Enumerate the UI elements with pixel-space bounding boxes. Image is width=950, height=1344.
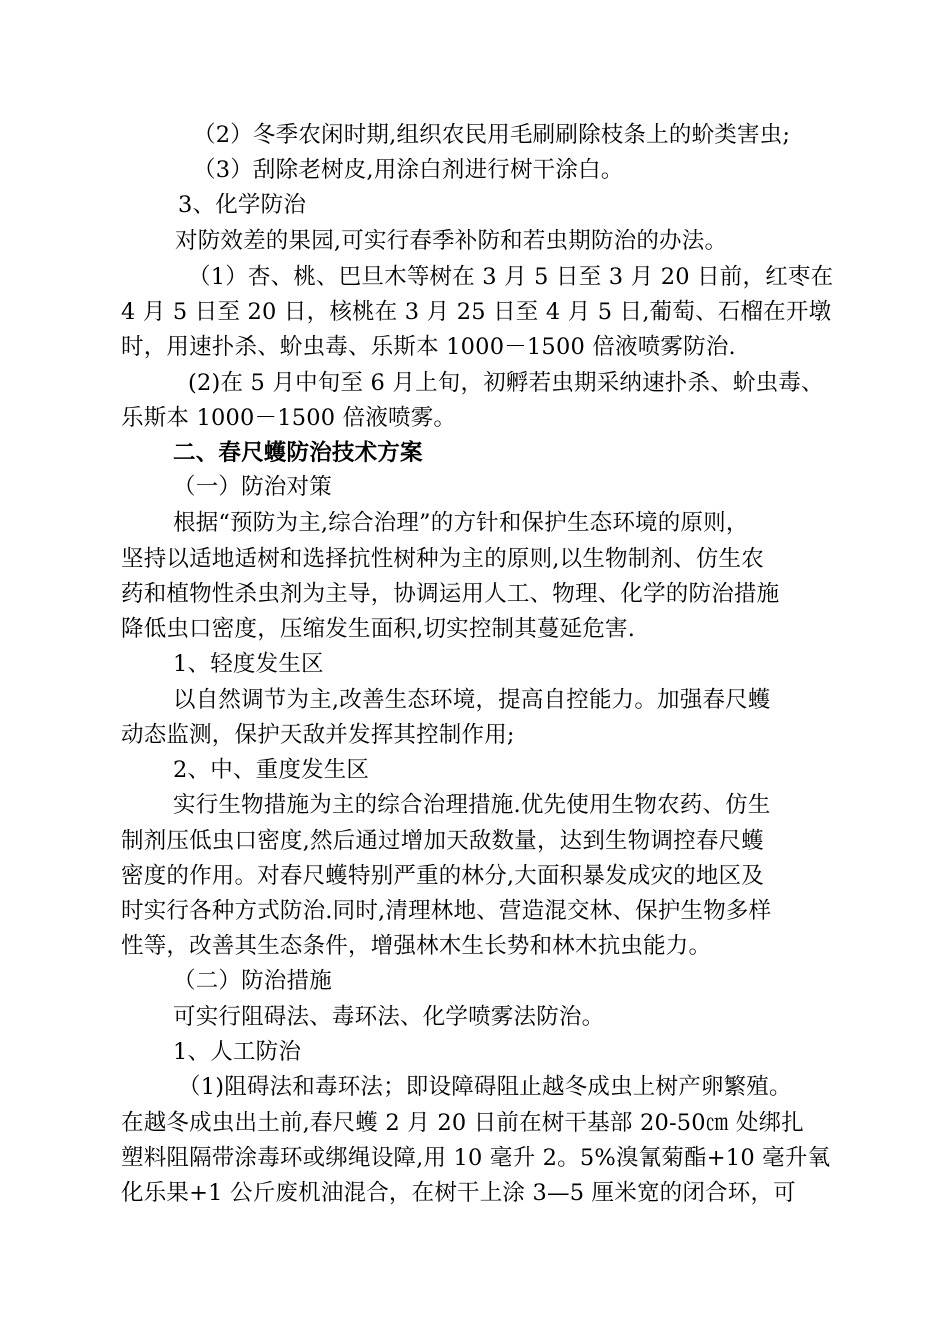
subsection-heading: （一）防治对策	[173, 474, 332, 500]
text-line: 在越冬成虫出土前,春尺蠖 2 月 20 日前在树干基部 20-50㎝ 处绑扎	[121, 1110, 804, 1136]
text-line: 化乐果+1 公斤废机油混合，在树干上涂 3—5 厘米宽的闭合环，可	[121, 1180, 796, 1206]
text-line: (2)在 5 月中旬至 6 月上旬，初孵若虫期采纳速扑杀、蚧虫毒、	[188, 370, 824, 396]
text-line: 制剂压低虫口密度,然后通过增加天敌数量，达到生物调控春尺蠖	[121, 828, 764, 854]
text-line: 降低虫口密度，压缩发生面积,切实控制其蔓延危害.	[121, 616, 636, 642]
section-heading: 2、中、重度发生区	[173, 757, 370, 783]
text-line: 4 月 5 日至 20 日，核桃在 3 月 25 日至 4 月 5 日,葡萄、石榴在开墩	[121, 299, 832, 325]
text-line: 时实行各种方式防治.同时,清理林地、营造混交林、保护生物多样	[121, 898, 772, 924]
text-line: 时，用速扑杀、蚧虫毒、乐斯本 1000－1500 倍液喷雾防治.	[121, 334, 736, 360]
section-heading: 3、化学防治	[178, 192, 307, 218]
text-line: （1)阻碍法和毒环法；即设障碍阻止越冬成虫上树产卵繁殖。	[178, 1074, 792, 1100]
section-heading: 1、轻度发生区	[173, 651, 324, 677]
chapter-heading: 二、春尺蠖防治技术方案	[173, 440, 423, 466]
text-line: 性等，改善其生态条件，增强林木生长势和林木抗虫能力。	[121, 933, 712, 959]
text-line: 实行生物措施为主的综合治理措施.优先使用生物农药、仿生	[173, 792, 771, 818]
text-line: 可实行阻碍法、毒环法、化学喷雾法防治。	[173, 1004, 605, 1030]
text-line: 药和植物性杀虫剂为主导，协调运用人工、物理、化学的防治措施	[121, 581, 780, 607]
text-line: （3）刮除老树皮,用涂白剂进行树干涂白。	[193, 157, 624, 183]
text-line: 乐斯本 1000－1500 倍液喷雾。	[121, 405, 457, 431]
subsection-heading: （二）防治措施	[173, 968, 332, 994]
text-line: 密度的作用。对春尺蠖特别严重的林分,大面积暴发成灾的地区及	[121, 863, 764, 889]
text-line: 动态监测，保护天敌并发挥其控制作用;	[121, 722, 515, 748]
text-line: 对防效差的果园,可实行春季补防和若虫期防治的办法。	[175, 228, 728, 254]
text-line: 以自然调节为主,改善生态环境，提高自控能力。加强春尺蠖	[173, 687, 771, 713]
text-line: 根据“预防为主,综合治理”的方针和保护生态环境的原则，	[173, 510, 749, 536]
text-line: （1）杏、桃、巴旦木等树在 3 月 5 日至 3 月 20 日前，红枣在	[188, 264, 834, 290]
text-line: （2）冬季农闲时期,组织农民用毛刷刷除枝条上的蚧类害虫;	[193, 122, 791, 148]
text-line: 塑料阻隔带涂毒环或绑绳设障,用 10 毫升 2。5%溴氰菊酯+10 毫升氧	[121, 1145, 831, 1171]
text-line: 坚持以适地适树和选择抗性树种为主的原则,以生物制剂、仿生农	[121, 546, 764, 572]
section-heading: 1、人工防治	[173, 1039, 302, 1065]
